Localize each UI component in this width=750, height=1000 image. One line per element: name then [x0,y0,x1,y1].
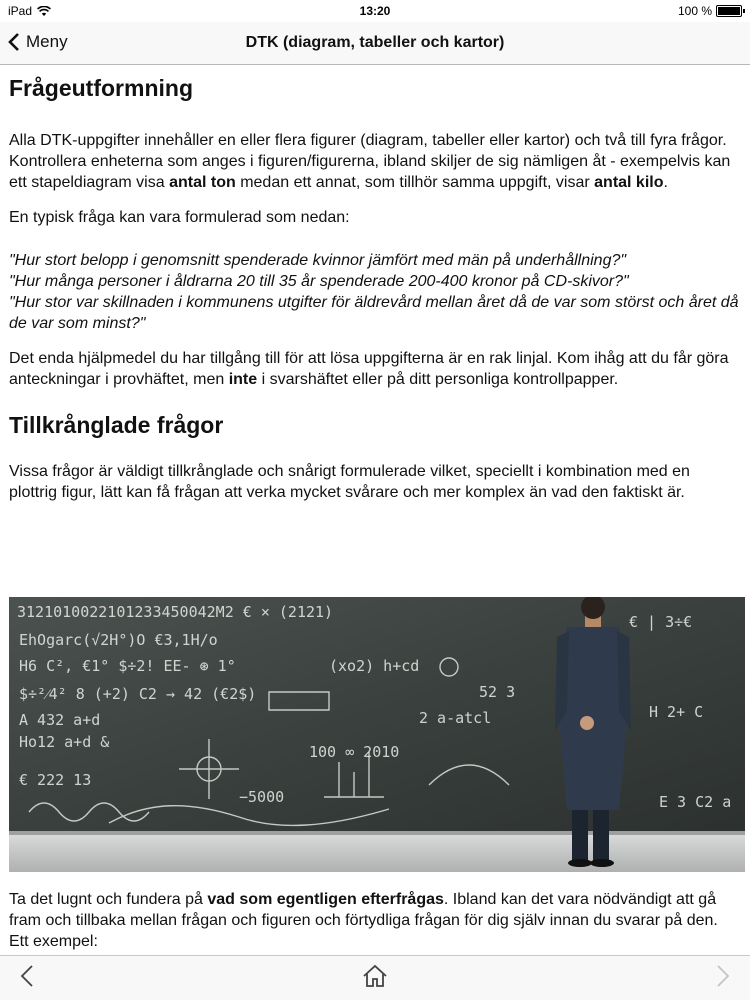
text-segment: i svarshäftet eller på ditt personliga kontrollpapper. [257,371,619,388]
next-page-button [716,964,730,993]
chalk-scribble: 3121010022101233450042M2 € × (2121) [17,603,334,621]
example-questions [9,250,741,334]
status-bar [0,0,750,22]
chalk-scribble: € 222 13 [19,771,92,789]
chalk-scribble: 100 ∞ 2010 [309,743,400,761]
chalk-scribble: € | 3÷€ [629,613,693,631]
home-button[interactable] [362,964,388,993]
chalk-scribble: E 3 C2 a [659,793,732,811]
chalk-scribble: Ho12 a+d & [19,733,110,751]
chalkboard-image [9,597,745,872]
chalk-scribble: H6 C², €1° $÷2! EE- ⊛ 1° [19,657,236,675]
article-content[interactable] [0,65,750,957]
text-segment: Det enda hjälpmedel du har tillgång till för att lösa uppgifterna är en rak linjal. Kom ihåg att du får göra anteckningar i provhäftet, men [9,350,729,388]
page-title: DTK (diagram, tabeller och kartor) [245,34,505,51]
battery-percent: 100 % [677,4,712,18]
text-segment: . [663,174,668,191]
paragraph-typical-question: En typisk fråga kan vara formulerad som nedan: [9,209,350,226]
back-label: Meny [26,32,68,51]
example-question-2: "Hur många personer i åldrarna 20 till 35 år spenderade 200-400 kronor på CD-skivor?" [9,273,629,290]
example-question-3: "Hur stor var skillnaden i kommunens utgifter för äldrevård mellan året då de var som störst och året då de var som minst?" [9,294,739,332]
heading-tillkranglade: Tillkrånglade frågor [9,412,224,438]
bottom-toolbar [0,955,750,1000]
bold-text: inte [228,371,258,388]
bold-text: vad som egentligen efterfrågas [207,891,444,908]
text-segment: Alla DTK-uppgifter innehåller en eller flera figurer (diagram, tabeller eller kartor) och två till fyra frågor. Kontrollera enheterna som anges i figuren/figurerna, ibland skiljer de sig nämligen åt - exempelvis kan ett stapeldiagram visa [9,132,731,191]
paragraph-intro [9,130,741,193]
paragraph-take-it-easy [9,889,739,952]
example-question-1: "Hur stort belopp i genomsnitt spenderade kvinnor jämfört med män på underhållning?" [9,252,627,269]
status-time: 13:20 [359,4,391,18]
chevron-left-icon [20,964,34,988]
paragraph-complex-questions: Vissa frågor är väldigt tillkrånglade och snårigt formulerade vilket, speciellt i kombination med en plottrig figur, lätt kan få frågan att verka mycket svårare och mer komplex än vad den faktiskt är. [9,463,690,501]
chalk-scribble: 2 a-atcl [419,709,492,727]
navigation-bar [0,22,750,65]
chalk-scribble: $÷²⁄4² 8 (+2) C2 → 42 (€2$) [19,685,257,703]
bold-text: antal ton [169,174,236,191]
home-icon [362,964,388,988]
bold-text: antal kilo [594,174,664,191]
paragraph-tools [9,348,741,390]
heading-frageutformning: Frågeutformning [9,75,193,101]
text-segment: medan ett annat, som tillhör samma uppgift, visar [235,174,595,191]
chalk-scribble: (xo2) h+cd [329,657,420,675]
battery-icon [716,5,742,17]
chalk-scribble: H 2+ C [649,703,704,721]
chalk-scribble: −5000 [239,788,285,806]
chevron-right-icon [716,964,730,988]
chalk-scribble: 52 3 [479,683,516,701]
device-label: iPad [8,4,33,18]
chalk-scribble: EhOgarc(√2H°)O €3,1H/o [19,631,218,649]
chalk-scribble: A 432 a+d [19,711,101,729]
text-segment: Ta det lugnt och fundera på [9,891,208,908]
text-segment: . Ibland kan det vara nödvändigt att gå fram och tillbaka mellan frågan och figuren och förtydliga frågan för dig själv innan du svarar på den. Ett exempel: [9,891,718,950]
previous-page-button[interactable] [20,964,34,993]
